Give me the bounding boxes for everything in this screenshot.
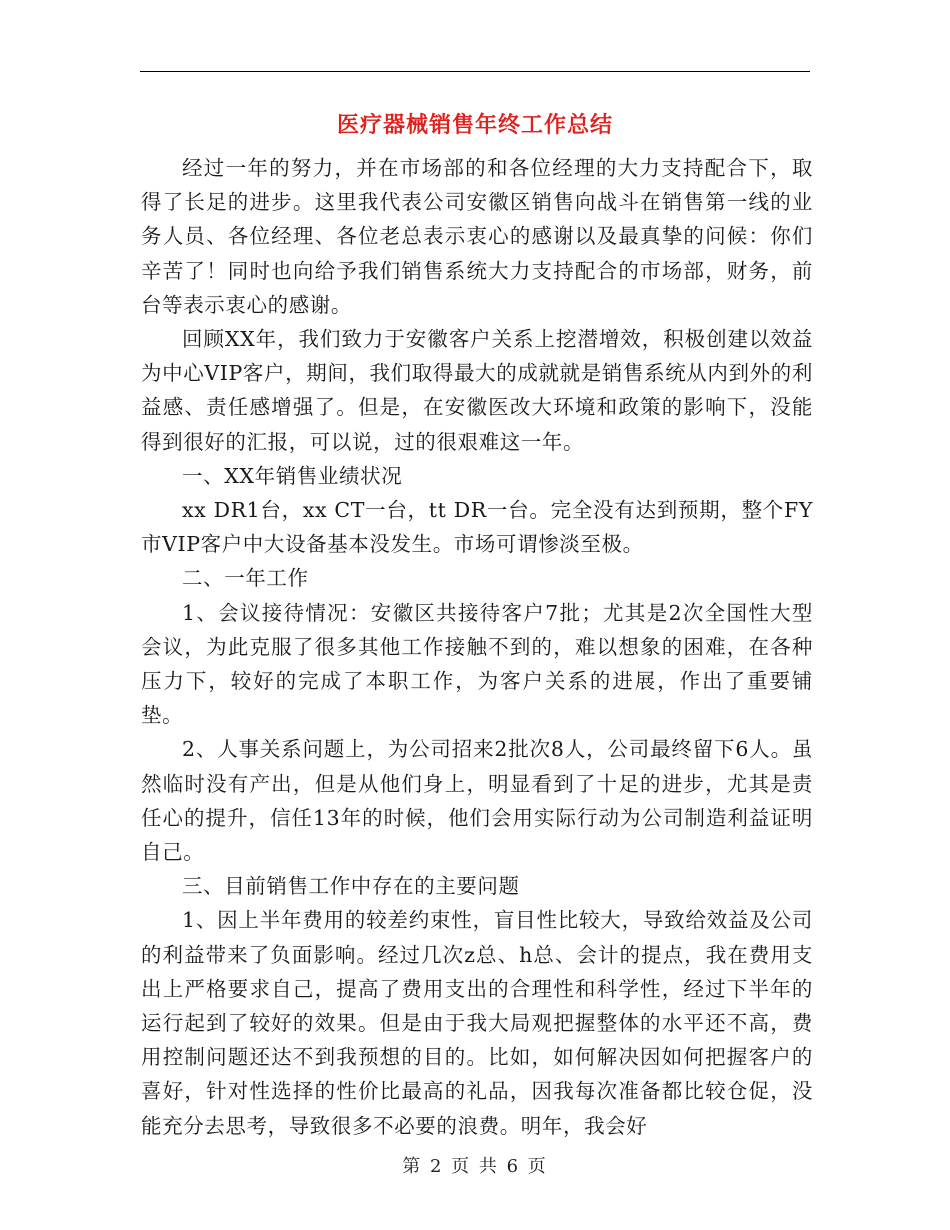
document-title: 医疗器械销售年终工作总结 <box>336 112 613 138</box>
paragraph: 1、因上半年费用的较差约束性，盲目性比较大，导致给效益及公司的利益带来了负面影响。经过几次z总、h总、会计的提点，我在费用支出上严格要求自己，提高了费用支出的合理性和科学性，经过下半年的运行起到了较好的效果。但是由于我大局观把握整体的水平还不高，费用控制问题还达不到我预想的目的。比如，如何解决因如何把握客户的喜好，针对性选择的性价比最高的礼品，因我每次准备都比较仓促，没能充分去思考，导致很多不必要的浪费。明年，我会好 <box>141 908 813 1138</box>
document-body <box>141 151 813 1143</box>
section-heading: 二、一年工作 <box>182 566 309 591</box>
paragraph: 2、人事关系问题上，为公司招来2批次8人，公司最终留下6人。虽然临时没有产出，但是从他们身上，明显看到了十足的进步，尤其是责任心的提升，信任13年的时候，他们会用实际行动为公司制造利益证明自己。 <box>141 737 813 865</box>
header-rule <box>140 71 810 72</box>
paragraph: 经过一年的努力，并在市场部的和各位经理的大力支持配合下，取得了长足的进步。这里我代表公司安徽区销售向战斗在销售第一线的业务人员、各位经理、各位老总表示衷心的感谢以及最真挚的问候：你们辛苦了！同时也向给予我们销售系统大力支持配合的市场部，财务，前台等表示衷心的感谢。 <box>141 156 813 317</box>
paragraph: xx DR1台，xx CT一台，tt DR一台。完全没有达到预期，整个FY市VIP客户中大设备基本没发生。市场可谓惨淡至极。 <box>141 498 813 557</box>
page-number-footer: 第 2 页 共 6 页 <box>402 1156 548 1177</box>
paragraph: 1、会议接待情况：安徽区共接待客户7批；尤其是2次全国性大型会议，为此克服了很多其他工作接触不到的，难以想象的困难，在各种压力下，较好的完成了本职工作，为客户关系的进展，作出了重要铺垫。 <box>141 600 813 728</box>
section-heading: 一、XX年销售业绩状况 <box>182 463 403 488</box>
section-heading: 三、目前销售工作中存在的主要问题 <box>182 874 520 899</box>
paragraph: 回顾XX年，我们致力于安徽客户关系上挖潜增效，积极创建以效益为中心VIP客户，期间，我们取得最大的成就就是销售系统从内到外的利益感、责任感增强了。但是，在安徽医改大环境和政策的影响下，没能得到很好的汇报，可以说，过的很艰难这一年。 <box>141 327 813 454</box>
